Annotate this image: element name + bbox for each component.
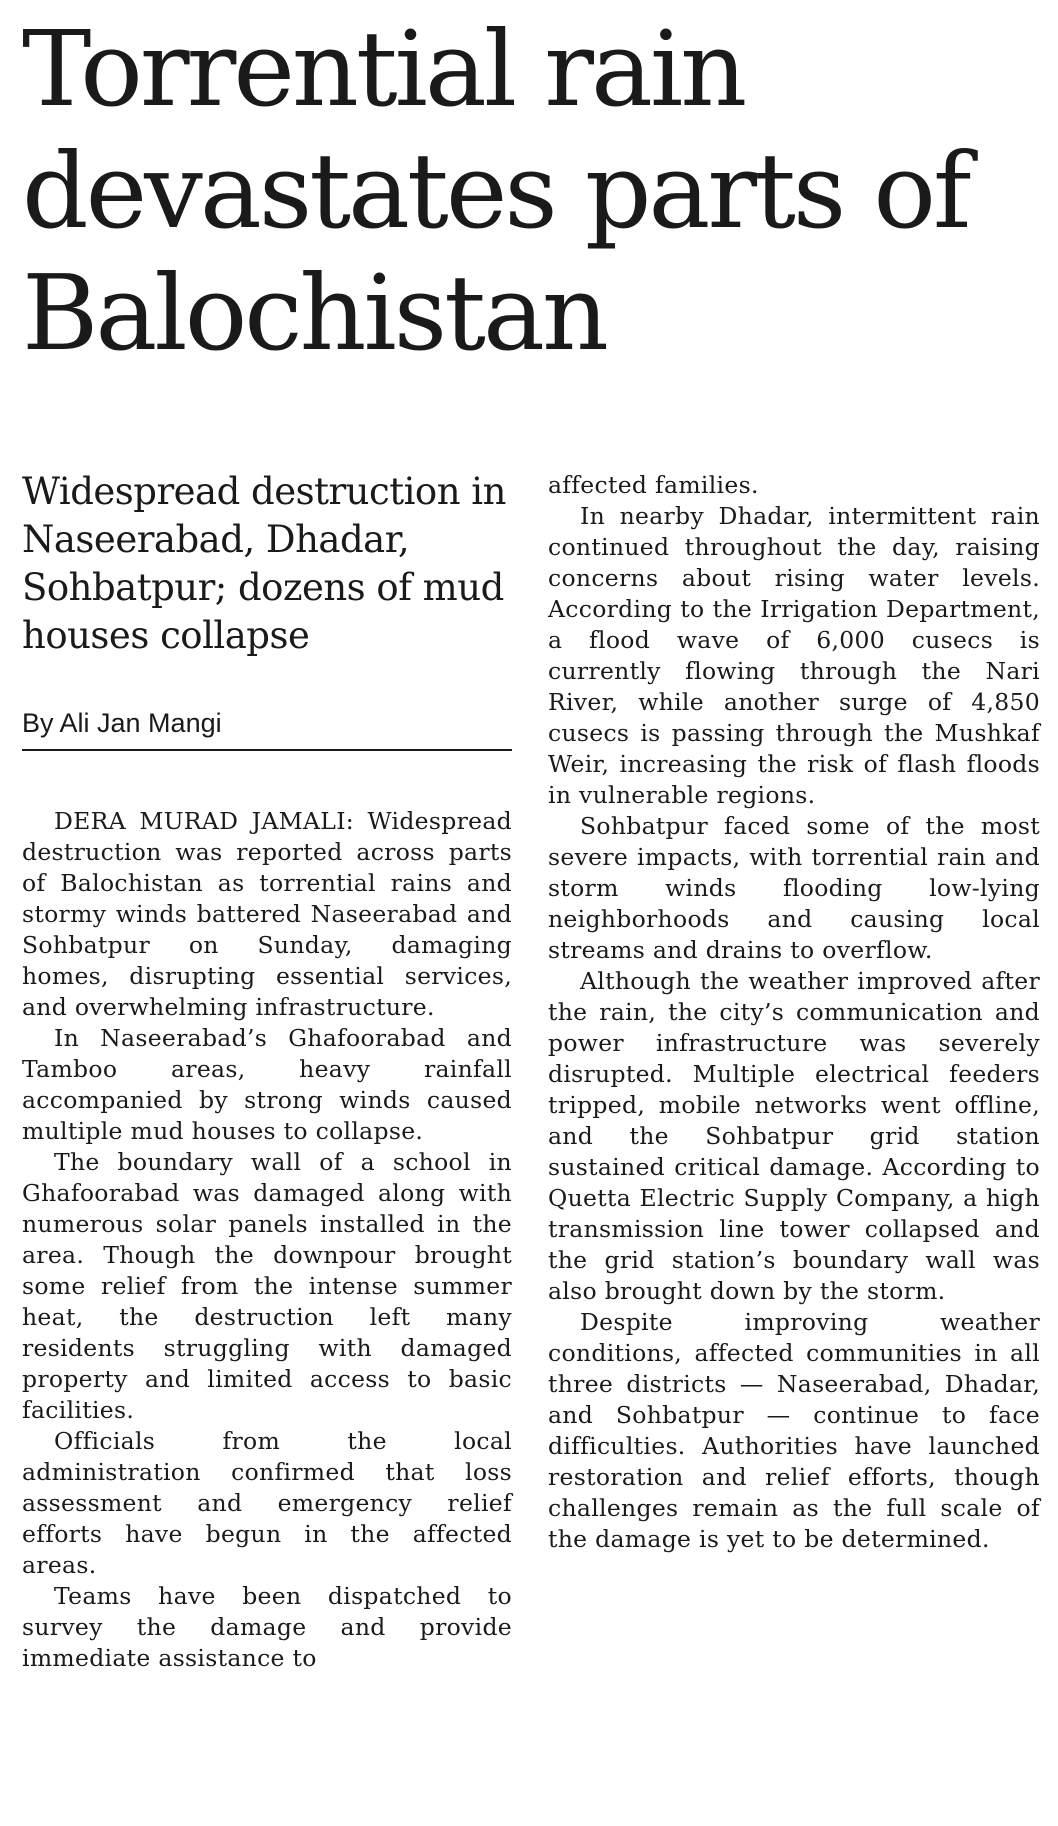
headline: Torrential rain devastates parts of Balochistan [22,8,969,374]
subheadline: Widespread destruction in Naseerabad, Dhadar, Sohbatpur; dozens of mud houses collapse [22,470,506,657]
right-column [548,470,1040,1555]
paragraph-1: DERA MURAD JAMALI: Widespread destruction was reported across parts of Balochistan as torrential rains and stormy winds battered Naseerabad and Sohbatpur on Sunday, damaging homes, disrupting essential services, and overwhelming infrastructure. [22,807,512,1021]
left-column [22,468,512,1674]
article-body-left [22,806,512,1674]
paragraph-5-continued: affected families. [548,471,759,499]
paragraph-3: The boundary wall of a school in Ghafoorabad was damaged along with numerous solar panels installed in the area. Though the downpour brought some relief from the intense summer heat, the destruction left many residents struggling with damaged property and limited access to basic facilities. [22,1148,512,1424]
paragraph-8: Although the weather improved after the rain, the city’s communication and power infrastructure was severely disrupted. Multiple electrical feeders tripped, mobile networks went offline, and the Sohbatpur grid station sustained critical damage. According to Quetta Electric Supply Company, a high transmission line tower collapsed and the grid station’s boundary wall was also brought down by the storm. [548,967,1040,1305]
paragraph-7: Sohbatpur faced some of the most severe impacts, with torrential rain and storm winds flooding low-lying neighborhoods and causing local streams and drains to overflow. [548,812,1040,964]
paragraph-5: Teams have been dispatched to survey the damage and provide immediate assistance to [22,1582,512,1672]
byline: By Ali Jan Mangi [22,708,512,751]
paragraph-6: In nearby Dhadar, intermittent rain continued throughout the day, raising concerns about rising water levels. According to the Irrigation Department, a flood wave of 6,000 cusecs is currently flowing through the Nari River, while another surge of 4,850 cusecs is passing through the Mushkaf Weir, increasing the risk of flash floods in vulnerable regions. [548,502,1040,809]
paragraph-2: In Naseerabad’s Ghafoorabad and Tamboo areas, heavy rainfall accompanied by strong winds caused multiple mud houses to collapse. [22,1024,512,1145]
article-body-right [548,470,1040,1555]
paragraph-4: Officials from the local administration confirmed that loss assessment and emergency relief efforts have begun in the affected areas. [22,1427,512,1579]
paragraph-9: Despite improving weather conditions, affected communities in all three districts — Naseerabad, Dhadar, and Sohbatpur — continue to face difficulties. Authorities have launched restoration and relief efforts, though challenges remain as the full scale of the damage is yet to be determined. [548,1308,1040,1553]
